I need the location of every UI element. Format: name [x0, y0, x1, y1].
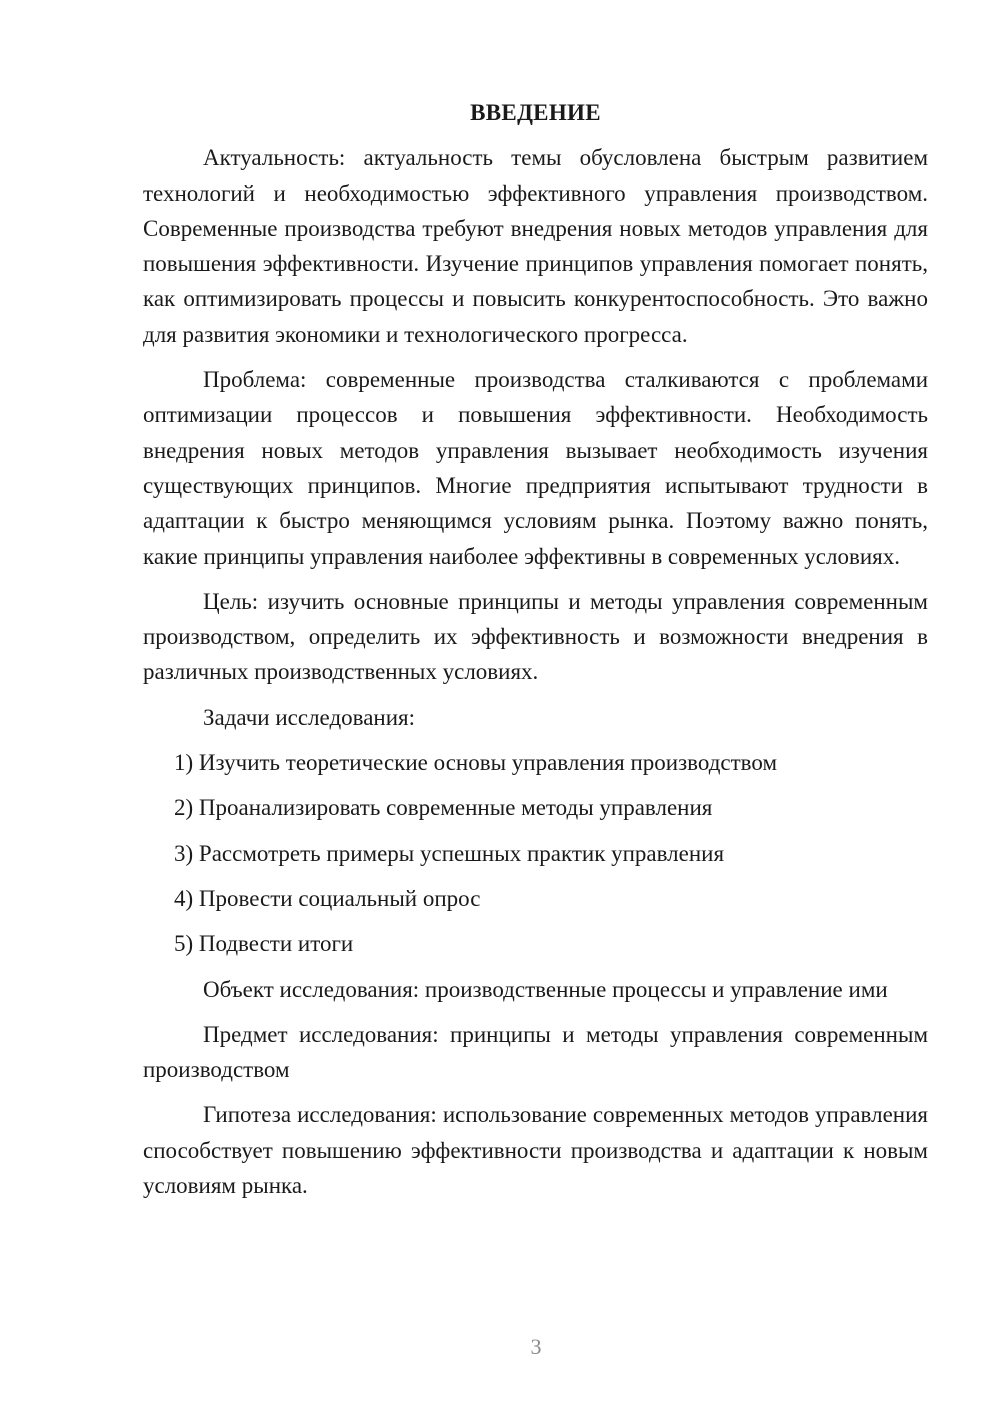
goal-paragraph: Цель: изучить основные принципы и методы управления современным производством, определить их эффективность и возможности внедрения в различных производственных условиях.	[143, 588, 928, 685]
task-item: 4) Провести социальный опрос	[174, 885, 481, 911]
section-title: ВВЕДЕНИЕ	[470, 100, 601, 125]
problem-paragraph: Проблема: современные производства сталкиваются с проблемами оптимизации процессов и повышения эффективности. Необходимость внедрения новых методов управления вызывает необходимость изучения существующих принципов. Многие предприятия испытывают трудности в адаптации к быстро меняющимся условиям рынка. Поэтому важно понять, какие принципы управления наиболее эффективны в современных условиях.	[143, 367, 928, 569]
task-item: 1) Изучить теоретические основы управления производством	[174, 750, 777, 776]
hypothesis-paragraph: Гипотеза исследования: использование современных методов управления способствует повышению эффективности производства и адаптации к новым условиям рынка.	[143, 1102, 928, 1199]
task-item: 2) Проанализировать современные методы управления	[174, 795, 713, 821]
task-item: 3) Рассмотреть примеры успешных практик управления	[174, 840, 725, 866]
page-number: 3	[530, 1334, 542, 1359]
tasks-heading: Задачи исследования:	[203, 704, 416, 730]
task-item: 5) Подвести итоги	[174, 931, 354, 957]
document-page	[143, 95, 928, 1213]
subject-paragraph: Предмет исследования: принципы и методы управления современным производством	[143, 1021, 928, 1083]
relevance-paragraph: Актуальность: актуальность темы обусловлена быстрым развитием технологий и необходимостью эффективного управления производством. Современные производства требуют внедрения новых методов управления для повышения эффективности. Изучение принципов управления помогает понять, как оптимизировать процессы и повысить конкурентоспособность. Это важно для развития экономики и технологического прогресса.	[143, 145, 928, 347]
object-paragraph: Объект исследования: производственные процессы и управление ими	[203, 976, 888, 1002]
tasks-list	[143, 745, 928, 961]
